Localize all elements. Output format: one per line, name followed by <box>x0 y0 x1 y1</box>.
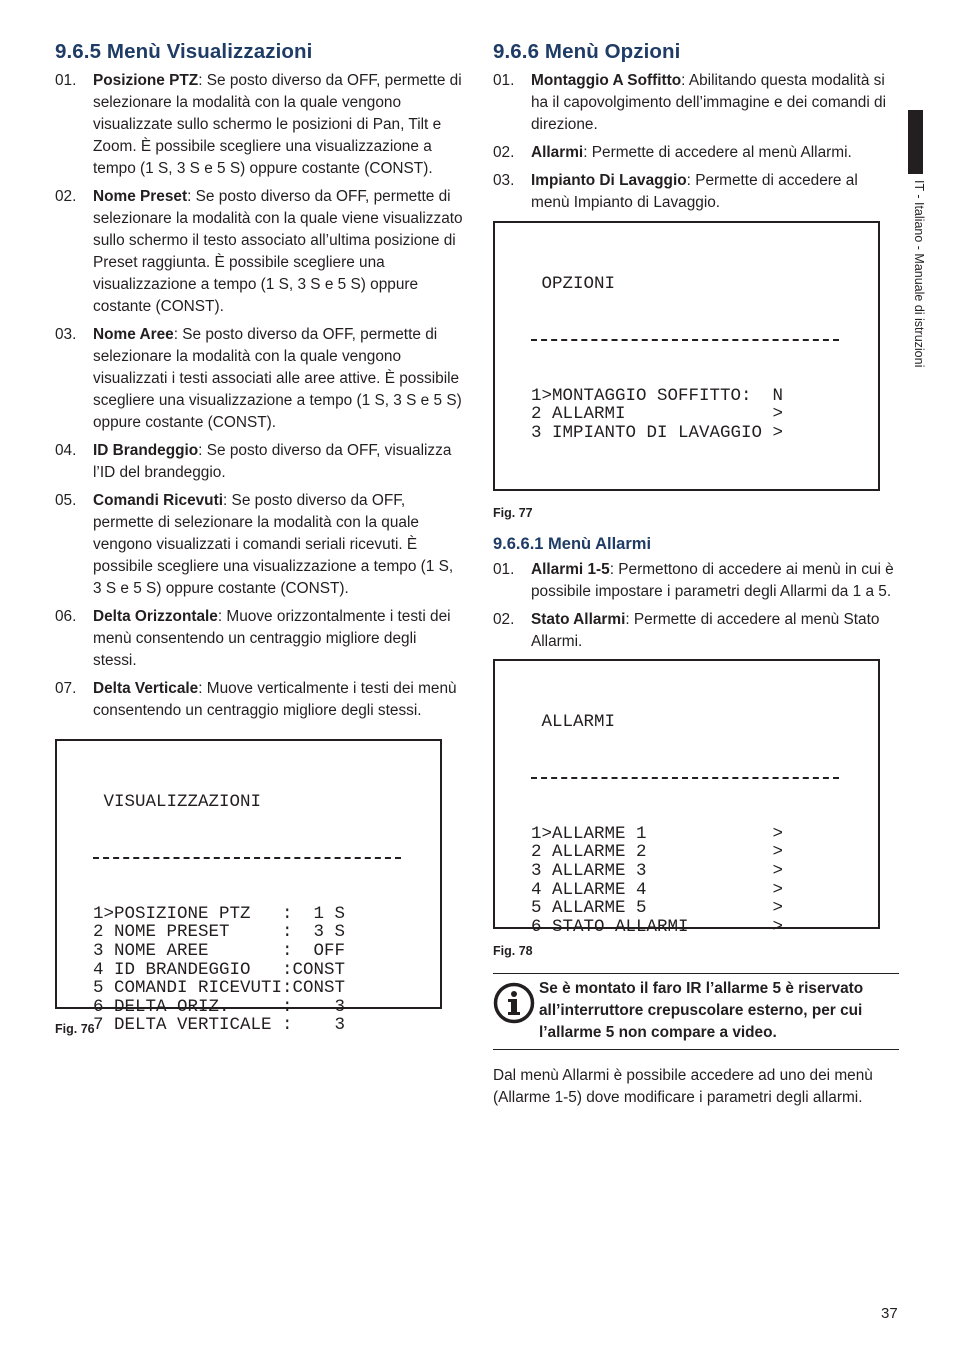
item-description: : Permette di accedere al menù Allarmi. <box>583 144 852 161</box>
list-item <box>55 186 463 318</box>
osd-title: ALLARMI <box>531 712 616 733</box>
item-text <box>531 170 899 214</box>
osd-menu-line: 3 ALLARME 3 > <box>531 860 784 881</box>
osd-menu-line: 4 ALLARME 4 > <box>531 879 784 900</box>
list-item <box>493 142 899 164</box>
item-text <box>531 142 899 164</box>
osd-lines <box>531 825 878 937</box>
item-text <box>93 440 463 484</box>
item-text <box>531 559 899 603</box>
item-description: : Permette di accedere al menù Stato Allarmi. <box>531 611 880 650</box>
osd-menu-line: 1>MONTAGGIO SOFFITTO: N <box>531 385 784 406</box>
item-text <box>93 606 463 672</box>
item-term: Delta Orizzontale <box>93 608 218 625</box>
visualizzazioni-list <box>55 70 463 722</box>
item-term: Allarmi <box>531 144 584 161</box>
item-number: 05. <box>55 492 77 509</box>
item-description: : Se posto diverso da OFF, visualizza l’ID del brandeggio. <box>93 442 452 481</box>
osd-menu-line: 5 COMANDI RICEVUTI:CONST <box>93 978 346 999</box>
item-number: 07. <box>55 680 77 697</box>
figure-caption: Fig. 76 <box>55 1022 95 1036</box>
item-number: 01. <box>55 72 77 89</box>
osd-menu-line: 1>ALLARME 1 > <box>531 823 784 844</box>
item-description: : Se posto diverso da OFF, permette di selezionare la modalità con la quale viene visualizzato sullo schermo il testo associato all’ultima posizione di Preset raggiunta. È possibile scegliere una visualizzazione a tempo (1 S, 3 S e 5 S) oppure costante (CONST). <box>93 188 463 315</box>
item-number: 06. <box>55 608 77 625</box>
item-text <box>93 678 463 722</box>
item-text <box>531 70 899 136</box>
item-text <box>93 186 463 318</box>
item-number: 01. <box>493 72 515 89</box>
item-text <box>531 609 899 653</box>
osd-title: VISUALIZZAZIONI <box>93 792 262 813</box>
item-description: : Muove verticalmente i testi dei menù consentendo un centraggio migliore degli stessi. <box>93 680 457 719</box>
item-term: Allarmi 1-5 <box>531 561 610 578</box>
list-item <box>55 490 463 600</box>
osd-separator <box>531 331 839 350</box>
osd-title: OPZIONI <box>531 274 616 295</box>
page-number: 37 <box>881 1305 898 1322</box>
side-label: IT - Italiano - Manuale di istruzioni <box>912 180 926 368</box>
list-item <box>55 324 463 434</box>
chapter-tab-marker <box>908 110 923 174</box>
osd-screen-opzioni <box>493 221 880 491</box>
osd-menu-line: 5 ALLARME 5 > <box>531 898 784 919</box>
osd-menu-line: 4 ID BRANDEGGIO :CONST <box>93 959 346 980</box>
list-item <box>55 606 463 672</box>
item-term: Comandi Ricevuti <box>93 492 223 509</box>
osd-lines <box>93 905 440 1035</box>
item-number: 01. <box>493 561 515 578</box>
item-number: 03. <box>493 172 515 189</box>
opzioni-list <box>493 70 899 214</box>
osd-menu-line: 2 ALLARMI > <box>531 404 784 425</box>
allarmi-list <box>493 559 899 653</box>
section-heading-visualizzazioni: 9.6.5 Menù Visualizzazioni <box>55 40 313 63</box>
info-note <box>493 973 899 1050</box>
item-number: 04. <box>55 442 77 459</box>
osd-menu-line: 3 NOME AREE : OFF <box>93 940 346 961</box>
item-term: Delta Verticale <box>93 680 199 697</box>
osd-menu-line: 2 NOME PRESET : 3 S <box>93 922 346 943</box>
osd-menu-line: 6 DELTA ORIZ. : 3 <box>93 996 346 1017</box>
item-description: : Permettono di accedere ai menù in cui è possibile impostare i parametri degli Allarmi da 1 a 5. <box>531 561 894 600</box>
item-text <box>93 324 463 434</box>
item-text <box>93 70 463 180</box>
item-description: : Se posto diverso da OFF, permette di selezionare la modalità con la quale vengono visualizzati i comandi seriali ricevuti. È possibile scegliere una visualizzazione a tempo (1 S, 3 S e 5 S) oppure costante (CONST). <box>93 492 454 597</box>
item-number: 02. <box>55 188 77 205</box>
item-term: Nome Aree <box>93 326 174 343</box>
item-number: 02. <box>493 144 515 161</box>
osd-separator <box>531 769 839 788</box>
osd-menu-line: 1>POSIZIONE PTZ : 1 S <box>93 903 346 924</box>
list-item <box>55 440 463 484</box>
item-description: : Abilitando questa modalità si ha il capovolgimento dell’immagine e dei comandi di direzione. <box>531 72 887 133</box>
osd-lines <box>531 387 878 443</box>
item-term: Posizione PTZ <box>93 72 199 89</box>
item-term: Impianto Di Lavaggio <box>531 172 687 189</box>
right-column <box>493 40 899 1109</box>
item-term: ID Brandeggio <box>93 442 199 459</box>
osd-menu-line: 3 IMPIANTO DI LAVAGGIO > <box>531 422 784 443</box>
osd-screen-allarmi <box>493 659 880 937</box>
item-text <box>93 490 463 600</box>
item-description: : Permette di accedere al menù Impianto di Lavaggio. <box>531 172 858 211</box>
item-number: 03. <box>55 326 77 343</box>
item-term: Nome Preset <box>93 188 188 205</box>
item-description: : Muove orizzontalmente i testi dei menù consentendo un centraggio migliore degli stessi. <box>93 608 451 669</box>
section-heading-opzioni: 9.6.6 Menù Opzioni <box>493 40 681 63</box>
figure-caption: Fig. 77 <box>493 506 533 520</box>
list-item <box>493 559 899 603</box>
list-item <box>493 609 899 653</box>
list-item <box>55 70 463 180</box>
info-note-text: Se è montato il faro IR l’allarme 5 è riservato all’interruttore crepuscolare esterno, per cui l’allarme 5 non compare a video. <box>539 980 864 1041</box>
left-column <box>55 40 463 1036</box>
item-number: 02. <box>493 611 515 628</box>
osd-menu-line: 2 ALLARME 2 > <box>531 842 784 863</box>
osd-separator <box>93 849 401 868</box>
item-term: Montaggio A Soffitto <box>531 72 682 89</box>
list-item <box>55 678 463 722</box>
list-item <box>493 170 899 214</box>
body-paragraph: Dal menù Allarmi è possibile accedere ad uno dei menù (Allarme 1-5) dove modificare i parametri degli allarmi. <box>493 1067 873 1106</box>
item-description: : Se posto diverso da OFF, permette di selezionare la modalità con la quale vengono visualizzate sullo schermo le posizioni di Pan, Tilt e Zoom. È possibile scegliere una visualizzazione a tempo (1 S, 3 S e 5 S) oppure costante (CONST). <box>93 72 462 177</box>
osd-menu-line: 7 DELTA VERTICALE : 3 <box>93 1015 346 1036</box>
item-term: Stato Allarmi <box>531 611 626 628</box>
figure-caption: Fig. 78 <box>493 944 533 958</box>
list-item <box>493 70 899 136</box>
subsection-heading-allarmi: 9.6.6.1 Menù Allarmi <box>493 535 652 553</box>
info-icon <box>493 978 539 1044</box>
item-description: : Se posto diverso da OFF, permette di selezionare la modalità con la quale vengono visualizzati i testi associati alle aree attive. È possibile scegliere una visualizzazione a tempo (1 S, 3 S e 5 S) oppure costante (CONST). <box>93 326 462 431</box>
osd-menu-line: 6 STATO ALLARMI > <box>531 916 784 937</box>
